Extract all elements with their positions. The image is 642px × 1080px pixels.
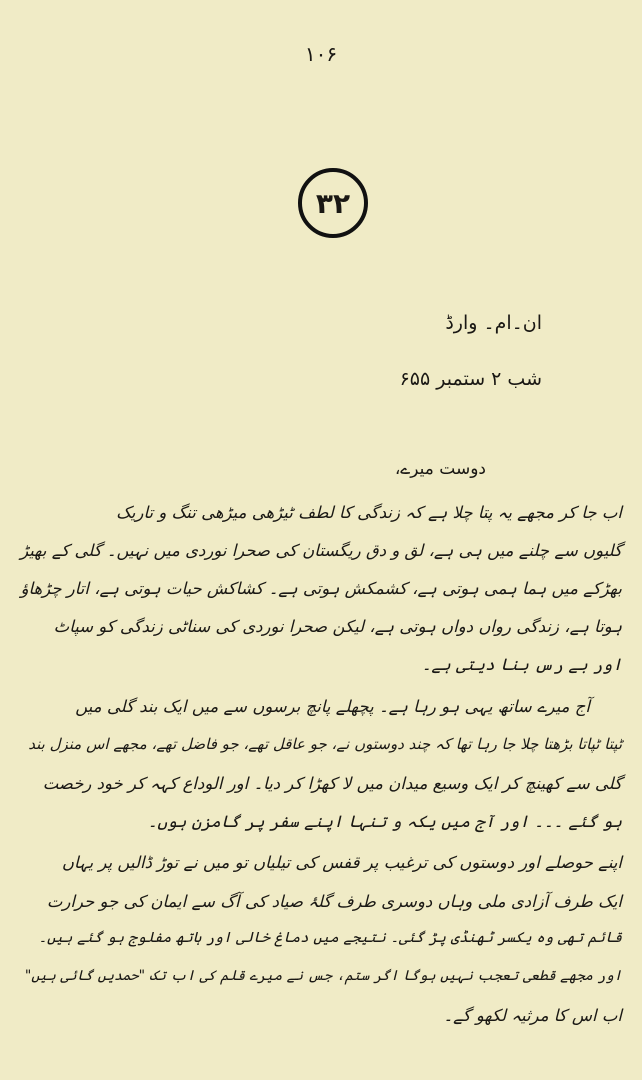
letter-salutation: دوست میرے،	[394, 459, 486, 479]
chapter-number-circle	[298, 168, 368, 238]
letter-line: گلی سے کھینچ کر ایک وسیع میدان میں لا کھڑا کر دیا۔ اور الوداع کہہ کر خود رخصت	[42, 774, 622, 793]
letter-line: قائم تھی وہ یکسر ٹھنڈی پڑ گئی۔ نتیجے میں دماغ خالی اور ہاتھ مفلوج ہو گئے ہیں۔	[38, 930, 622, 946]
letter-line: اب اس کا مرثیہ لکھو گے۔	[443, 1006, 622, 1025]
letter-line: اور مجھے قطعی تعجب نہیں ہوگا اگر ستم، جس نے میرے قلم کی اب تک "حمدیں گائی ہیں"	[24, 968, 622, 984]
letter-line: ایک طرف آزادی ملی وہاں دوسری طرف گلۂ صیاد کی آگ سے ایمان کی جو حرارت	[46, 892, 622, 911]
letter-line: ٹپتا ٹپاتا بڑھتا چلا جا رہا تھا کہ چند دوستوں نے، جو عاقل تھے، جو فاضل تھے، مجھے اس منزل بند	[28, 735, 622, 753]
letter-line: گلیوں سے چلنے میں ہی ہے، لق و دق ریگستان کی صحرا نوردی میں نہیں۔ گلی کے بھیڑ	[20, 541, 622, 560]
letter-line: اپنے حوصلے اور دوستوں کی ترغیب پر قفس کی تیلیاں تو میں نے توڑ ڈالیں پر یہاں	[61, 853, 622, 872]
letter-date: شب ۲ ستمبر ۶۵۵	[399, 368, 542, 390]
chapter-number: ۳۲	[315, 186, 351, 220]
letter-line: اب جا کر مجھے یہ پتا چلا ہے کہ زندگی کا لطف ٹیڑھی میڑھی تنگ و تاریک	[116, 503, 622, 522]
letter-line: ہو گئے ۔۔۔ اور آج میں یکہ و تنہا اپنے سفر پر گامزن ہوں۔	[147, 812, 622, 831]
letter-line: بھڑکے میں ہما ہمی ہوتی ہے، کشمکش ہوتی ہے۔ کشاکش حیات ہوتی ہے، اتار چڑھاؤ	[20, 579, 622, 598]
letter-line: ہوتا ہے، زندگی رواں دواں ہوتی ہے، لیکن صحرا نوردی کی سناٹی زندگی کو سپاٹ	[53, 617, 622, 636]
letter-line: آج میرے ساتھ یہی ہو رہا ہے۔ پچھلے پانچ برسوں سے میں ایک بند گلی میں	[75, 697, 590, 716]
letter-line: اور بے رس بنا دیتی ہے۔	[421, 655, 622, 674]
letter-location: ان۔ام۔ وارڈ	[445, 312, 542, 334]
page-number: ۱۰۶	[304, 42, 338, 66]
